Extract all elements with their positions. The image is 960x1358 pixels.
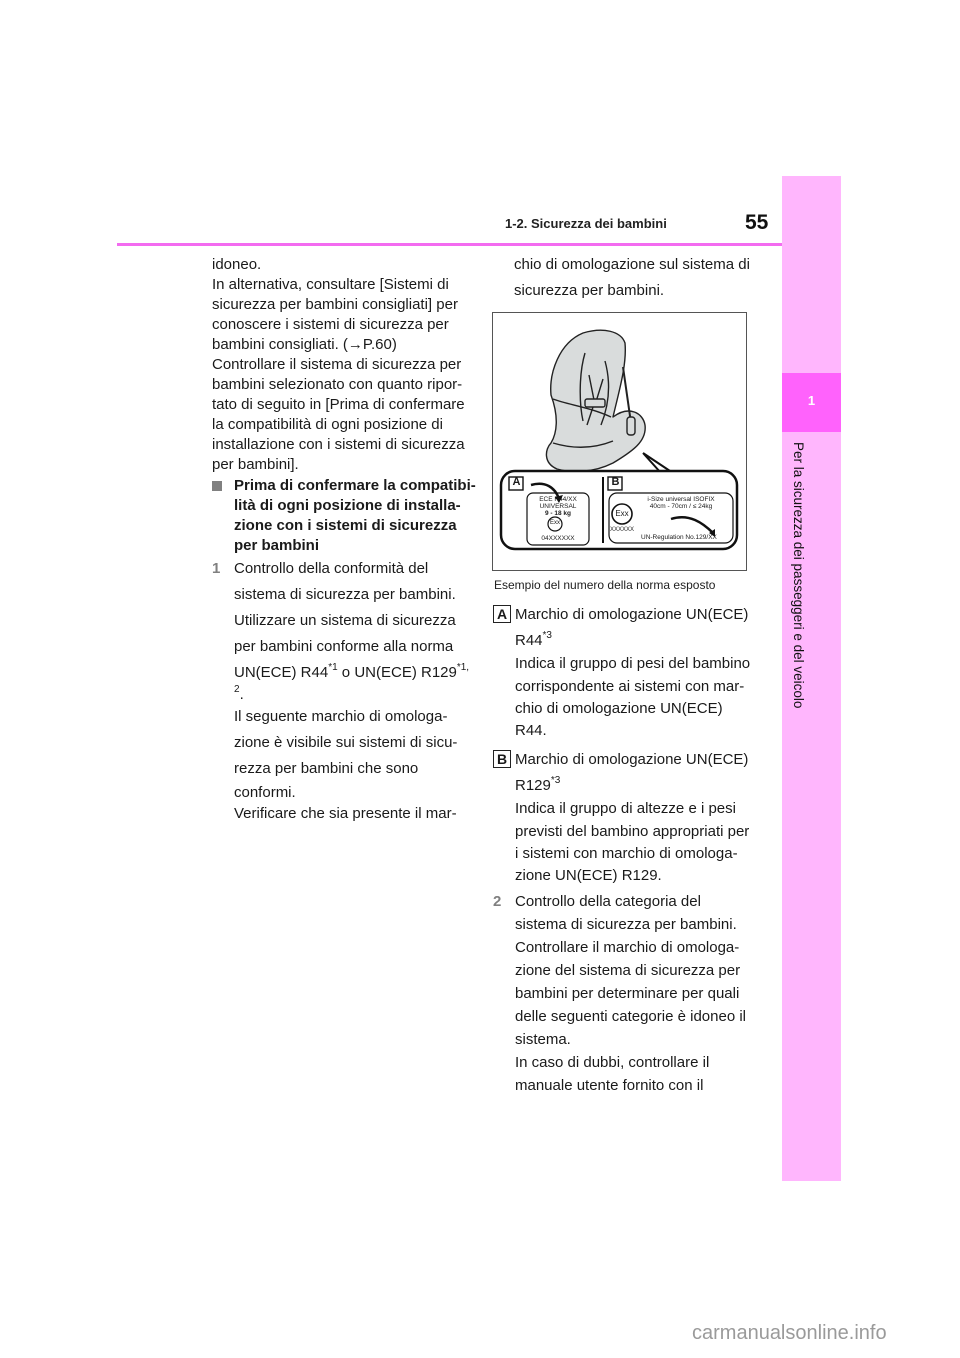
r129-line: i-Size universal ISOFIX [647, 496, 715, 503]
period: . [239, 686, 244, 703]
norm-line-cont [234, 686, 482, 704]
text-line: sistema. [515, 1031, 571, 1048]
text-line: Controllare il sistema di sicurezza per [212, 356, 462, 373]
r44-line: ECE R44/XX [539, 496, 577, 503]
right-column-top [514, 252, 764, 304]
text-line: conoscere i sistemi di sicurezza per [212, 316, 449, 333]
text-line: corrispondente ai sistemi con mar- [515, 678, 745, 695]
subheading-line: lità di ogni posizione di installa- [234, 497, 461, 514]
item-title: Marchio di omologazione UN(ECE) [515, 751, 749, 768]
item-title-cont [515, 773, 763, 799]
text-line: bambini selezionato con quanto ripor- [212, 376, 463, 393]
text-line: sistema di sicurezza per bambini. [515, 916, 737, 933]
approval-mark-figure [492, 312, 747, 571]
tag-b-icon: B [493, 750, 511, 768]
item-title: Marchio di omologazione UN(ECE) [515, 606, 749, 623]
chapter-number: 1 [807, 393, 816, 408]
header-rule [117, 243, 782, 246]
text-line: sicurezza per bambini. [514, 282, 665, 299]
r129-line: 40cm - 70cm / ≤ 24kg [649, 503, 713, 510]
text-line: delle seguenti categorie è idoneo il [515, 1008, 746, 1025]
text-line: R44. [515, 722, 547, 739]
text-line: idoneo. [212, 256, 262, 273]
page-reference-link[interactable]: bambini consigliati. (→P.60) [212, 336, 397, 353]
norm-r129: o UN(ECE) R129 [337, 664, 457, 681]
text-line: Controllare il marchio di omologa- [515, 939, 740, 956]
text-line: Controllo della conformità del [234, 560, 429, 577]
text-line: Indica il gruppo di pesi del bambino [515, 655, 751, 672]
norm-r44: UN(ECE) R44 [234, 664, 329, 681]
subheading-line: per bambini [234, 537, 320, 554]
item-b [493, 747, 763, 887]
page-number: 55 [745, 211, 769, 234]
r129-regulation: UN-Regulation No.129/XX [641, 534, 717, 541]
text-line: Indica il gruppo di altezze e i pesi [515, 800, 736, 817]
subheading-line: zione con i sistemi di sicurezza [234, 517, 457, 534]
text-line: Verificare che sia presente il mar- [234, 805, 457, 822]
r129-code: XXXXXX [610, 527, 635, 533]
text-line: Il seguente marchio di omologa- [234, 708, 448, 725]
e-mark-a: Exx [549, 520, 560, 526]
text-line: Controllo della categoria del [515, 893, 701, 910]
figure-tag-b: B [611, 476, 620, 488]
tag-a-icon: A [493, 605, 511, 623]
section-title: 1-2. Sicurezza dei bambini [505, 216, 667, 231]
footnote-ref: *1, [456, 662, 470, 673]
step-1 [212, 556, 482, 824]
text-line: Utilizzare un sistema di sicurezza [234, 612, 456, 629]
text-line: manuale utente fornito con il [515, 1077, 704, 1094]
text-line: conformi. [234, 784, 296, 801]
text-line: In caso di dubbi, controllare il [515, 1054, 710, 1071]
watermark-link[interactable]: carmanualsonline.info [692, 1322, 887, 1344]
figure-tag-a: A [512, 476, 521, 488]
step-2 [493, 890, 763, 1097]
text-line: zione UN(ECE) R129. [515, 867, 662, 884]
r44-weight: 9 - 18 kg [544, 510, 571, 517]
footnote-ref: *3 [550, 775, 561, 786]
text-line: chio di omologazione sul sistema di [514, 256, 750, 273]
item-a [493, 602, 763, 742]
norm-name: R44 [515, 632, 543, 649]
footnote-ref: 2 [234, 684, 240, 695]
text-line: sistema di sicurezza per bambini. [234, 586, 456, 603]
step-number: 1 [212, 560, 221, 577]
subheading [212, 476, 482, 556]
text-line: per bambini]. [212, 456, 299, 473]
step-number: 2 [493, 893, 502, 910]
intro-paragraph [212, 255, 482, 475]
figure-caption: Esempio del numero della norma esposto [494, 578, 716, 592]
text-line: installazione con i sistemi di sicurezza [212, 436, 465, 453]
text-line: In alternativa, consultare [Sistemi di [212, 276, 449, 293]
text-line: zione del sistema di sicurezza per [515, 962, 741, 979]
item-title-cont [515, 628, 763, 654]
text-line: per bambini conforme alla norma [234, 638, 454, 655]
subheading-line: Prima di confermare la compatibi- [234, 477, 476, 494]
text-line: sicurezza per bambini consigliati] per [212, 296, 458, 313]
footnote-ref: *1 [328, 662, 338, 673]
footnote-ref: *3 [542, 630, 552, 641]
text-line: previsti del bambino appropriati per [515, 823, 750, 840]
text-line: la compatibilità di ogni posizione di [212, 416, 443, 433]
text-line: bambini per determinare per quali [515, 985, 740, 1002]
r44-label [527, 496, 589, 517]
square-bullet-icon [212, 481, 222, 491]
e-mark-b: Exx [615, 509, 629, 518]
text-line: rezza per bambini che sono [234, 760, 419, 777]
norm-name: R129 [515, 777, 551, 794]
chapter-title: Per la sicurezza dei passeggeri e del veicolo [791, 442, 806, 709]
r129-label [629, 496, 733, 510]
left-column [212, 255, 482, 475]
r44-code: 04XXXXXX [541, 535, 575, 542]
norm-line [234, 660, 482, 686]
text-line: chio di omologazione UN(ECE) [515, 700, 723, 717]
text-line: tato di seguito in [Prima di confermare [212, 396, 465, 413]
text-line: zione è visibile sui sistemi di sicu- [234, 734, 458, 751]
text-line: i sistemi con marchio di omologa- [515, 845, 738, 862]
r44-line: UNIVERSAL [539, 503, 577, 510]
